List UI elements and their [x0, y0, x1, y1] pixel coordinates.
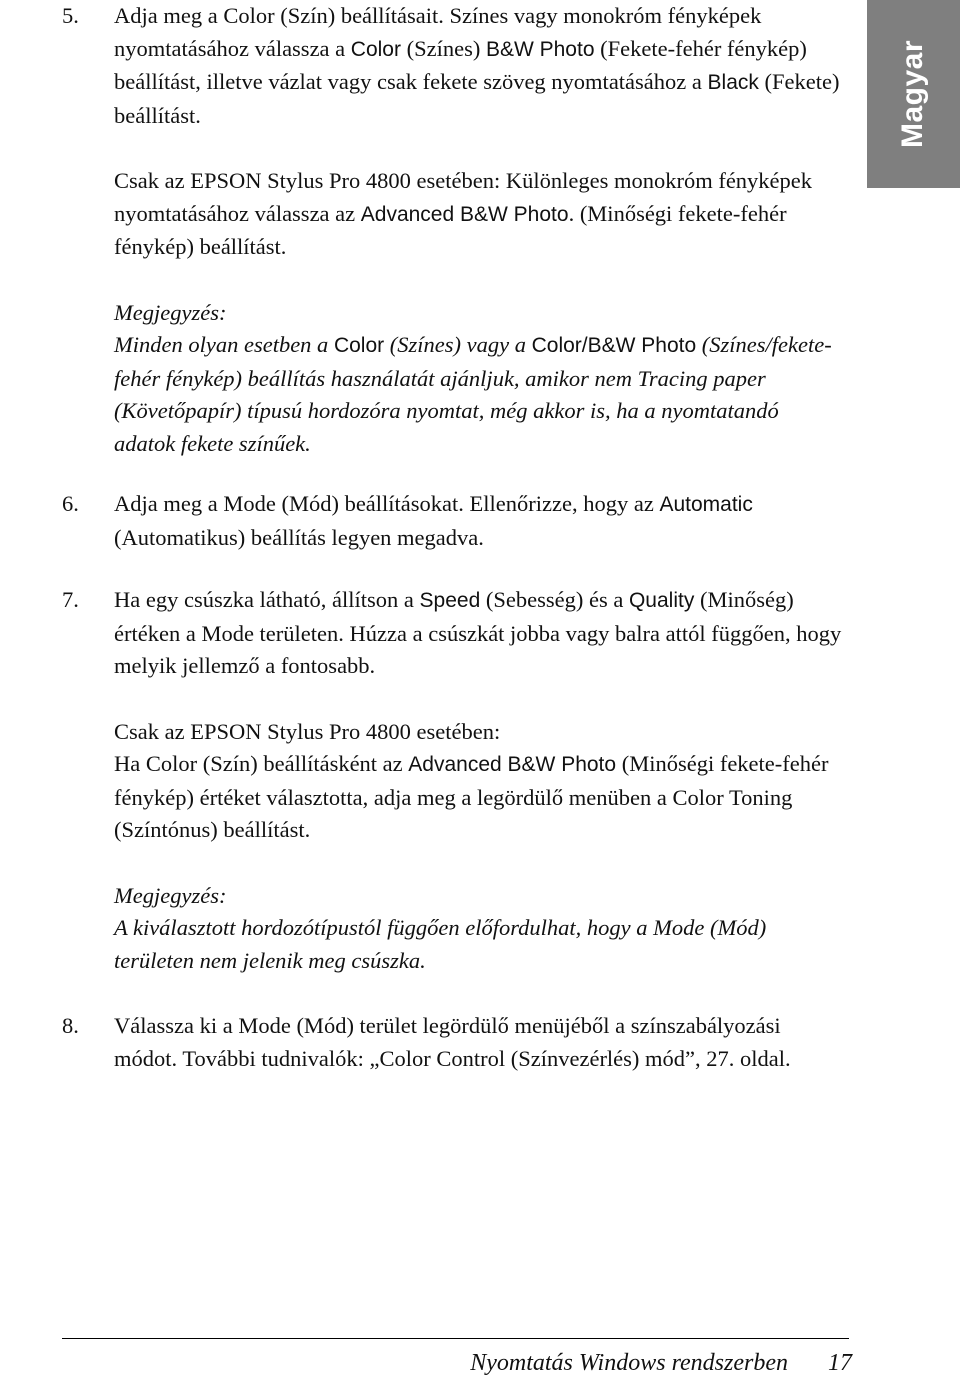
- step-6: [62, 488, 844, 554]
- page-number: 17: [828, 1350, 852, 1376]
- model-specific-text: Ha Color (Szín) beállításként az Advanced B&W Photo (Minőségi fekete-fehér fénykép) értéket választotta, adja meg a legördülő menüben a Color Toning (Színtónus) beállítást.: [114, 751, 829, 842]
- step-5: [62, 0, 844, 460]
- note-title: Megjegyzés:: [114, 882, 227, 908]
- footer-divider: [62, 1338, 849, 1339]
- ui-term: Quality: [628, 589, 695, 612]
- ui-term: Speed: [419, 589, 481, 612]
- step-text: Adja meg a Color (Szín) beállításait. Színes vagy monokróm fényképek nyomtatásához válassza a Color (Színes) B&W Photo (Fekete-fehér fénykép) beállítást, illetve vázlat vagy csak fekete szöveg nyomtatásához a Black (Fekete) beállítást.: [114, 3, 840, 128]
- main-content: [62, 0, 844, 1075]
- language-tab-label: Magyar: [896, 39, 929, 149]
- model-specific-text: Csak az EPSON Stylus Pro 4800 esetében: Különleges monokróm fényképek nyomtatásához válassza az Advanced B&W Photo. (Minőségi fekete-fehér fénykép) beállítást.: [114, 168, 813, 259]
- step-text: Adja meg a Mode (Mód) beállításokat. Ellenőrizze, hogy az Automatic (Automatikus) beállítás legyen megadva.: [114, 491, 753, 550]
- language-tab: [867, 0, 960, 188]
- ui-term: B&W Photo: [485, 37, 595, 61]
- footer-title: Nyomtatás Windows rendszerben: [470, 1350, 788, 1376]
- ui-term: Advanced B&W Photo: [360, 202, 569, 226]
- step-text: Válassza ki a Mode (Mód) terület legördülő menüjéből a színszabályozási módot. További tudnivalók: „Color Control (Színvezérlés) mód”, 27. oldal.: [114, 1013, 791, 1071]
- step-7: [62, 584, 844, 977]
- model-specific-heading: Csak az EPSON Stylus Pro 4800 esetében:: [114, 718, 501, 744]
- ui-term: Advanced B&W Photo: [408, 753, 617, 776]
- step-text: Ha egy csúszka látható, állítson a Speed (Sebesség) és a Quality (Minőség) értéken a Mode területen. Húzza a csúszkát jobba vagy balra attól függően, hogy melyik jellemző a fontosabb.: [114, 587, 842, 678]
- ui-term: Automatic: [659, 493, 753, 516]
- step-number: 5.: [62, 3, 79, 28]
- step-number: 6.: [62, 491, 79, 516]
- ui-term: Color: [333, 334, 385, 357]
- step-number: 8.: [62, 1013, 79, 1038]
- note-text: A kiválasztott hordozótípustól függően előfordulhat, hogy a Mode (Mód) területen nem jelenik meg csúszka.: [114, 915, 767, 973]
- ui-term: Black: [707, 71, 759, 94]
- page-footer: [400, 1348, 852, 1378]
- ui-term: Color/B&W Photo: [531, 334, 697, 357]
- step-8: [62, 1010, 844, 1075]
- step-number: 7.: [62, 587, 79, 612]
- note-title: Megjegyzés:: [114, 299, 227, 325]
- note-text: Minden olyan esetben a Color (Színes) vagy a Color/B&W Photo (Színes/fekete-fehér fénykép) beállítás használatát ajánljuk, amikor nem Tracing paper (Követőpapír) típusú hordozóra nyomtat, még akkor is, ha a nyomtatandó adatok fekete színűek.: [114, 332, 832, 456]
- ui-term: Color: [350, 37, 401, 61]
